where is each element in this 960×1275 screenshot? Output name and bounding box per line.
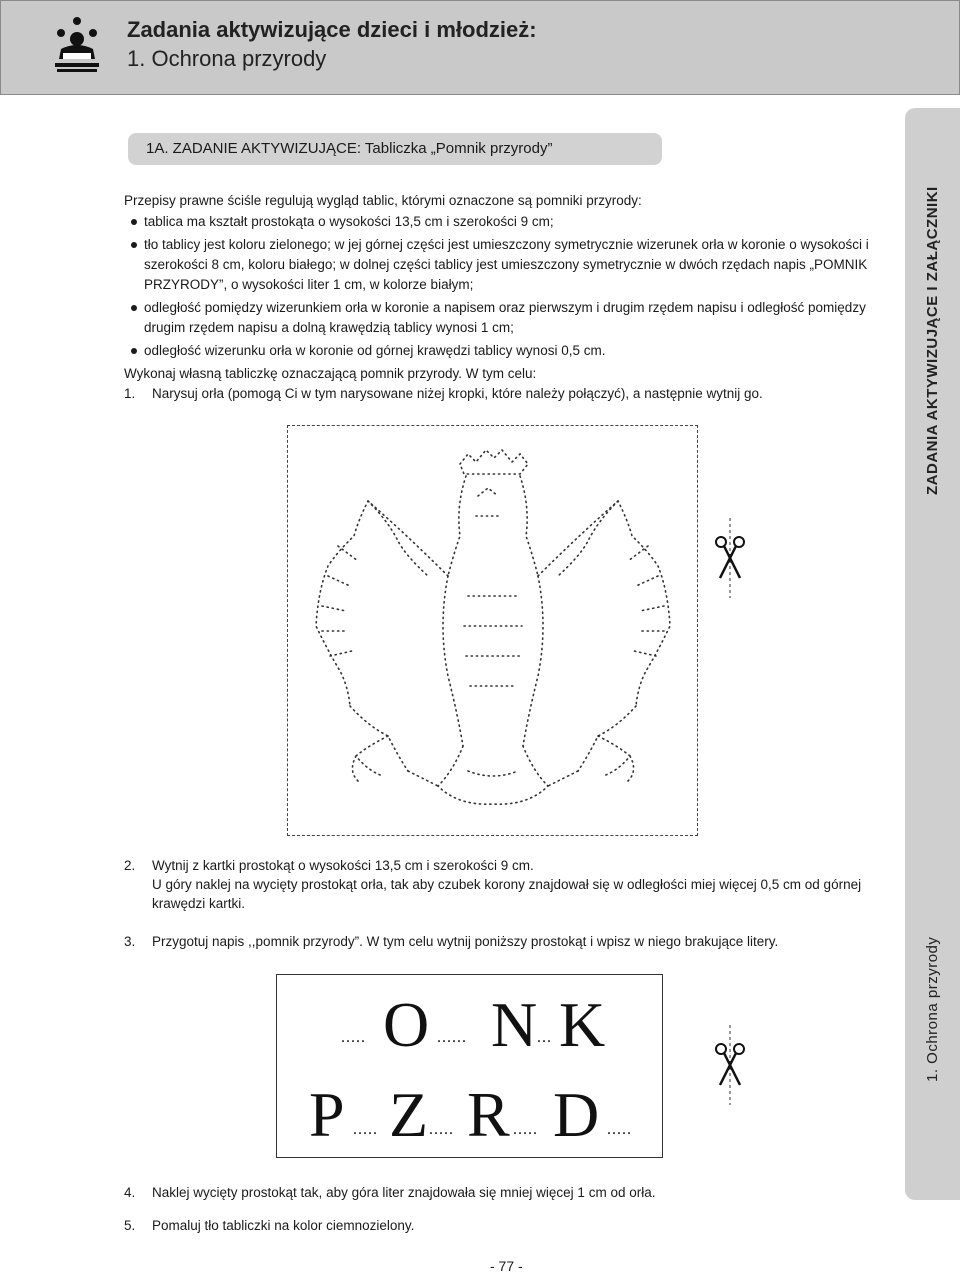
puzzle-letter: R <box>467 1079 510 1150</box>
rules-list <box>124 212 870 364</box>
task-title: 1A. ZADANIE AKTYWIZUJĄCE: Tabliczka „Pomnik przyrody” <box>146 140 553 157</box>
step-1 <box>124 384 884 403</box>
missing-letters: ..... <box>429 1121 454 1138</box>
step-number: 4. <box>124 1185 136 1200</box>
step-5 <box>124 1216 884 1235</box>
dotted-eagle-icon <box>288 426 697 835</box>
task-title-bar <box>128 133 662 165</box>
rule-item: tło tablicy jest koloru zielonego; w jej górnej części jest umieszczony symetrycznie wizerunek orła w koronie o wysokości i szerokości 8 cm, koloru białego; w dolnej części tablicy jest umieszczony symetrycznie w dwóch rzędach napis „POMNIK PRZYRODY”, o wysokości liter 1 cm, w kolorze białym; <box>124 235 870 295</box>
instruction-text: Wykonaj własną tabliczkę oznaczającą pomnik przyrody. W tym celu: <box>124 366 537 381</box>
missing-letters: ... <box>537 1029 552 1046</box>
step-text: Naklej wycięty prostokąt tak, aby góra liter znajdowała się mniej więcej 1 cm od orła. <box>152 1185 656 1200</box>
rule-item: odległość pomiędzy wizerunkiem orła w koronie a napisem oraz pierwszym i drugim rzędem napisu i odległość pomiędzy drugim rzędem napisu a dolną krawędzią tablicy wynosi 1 cm; <box>124 298 870 338</box>
children-activity-icon <box>49 13 105 73</box>
side-tab-label-section: ZADANIA AKTYWIZUJĄCE I ZAŁĄCZNIKI <box>924 186 941 495</box>
step-2 <box>124 856 884 913</box>
step-number: 5. <box>124 1218 136 1233</box>
title-line-1: Zadania aktywizujące dzieci i młodzież: <box>127 17 537 42</box>
missing-letters: ...... <box>437 1029 467 1046</box>
puzzle-letter: N <box>491 989 538 1060</box>
puzzle-letter: K <box>559 989 606 1060</box>
letter-puzzle-box <box>276 974 663 1158</box>
rule-item: tablica ma kształt prostokąta o wysokości 13,5 cm i szerokości 9 cm; <box>124 212 870 232</box>
page-title <box>127 15 537 73</box>
rule-item: odległość wizerunku orła w koronie od górnej krawędzi tablicy wynosi 0,5 cm. <box>124 341 870 361</box>
step-text: Przygotuj napis ,,pomnik przyrody”. W tym celu wytnij poniższy prostokąt i wpisz w niego brakujące litery. <box>152 934 779 949</box>
step-text: Pomaluj tło tabliczki na kolor ciemnozielony. <box>152 1218 415 1233</box>
intro-text: Przepisy prawne ściśle regulują wygląd tablic, którymi oznaczone są pomniki przyrody: <box>124 193 642 208</box>
step-text: Narysuj orła (pomogą Ci w tym narysowane niżej kropki, które należy połączyć), a następnie wytnij go. <box>152 386 763 401</box>
page-number: - 77 - <box>490 1258 523 1274</box>
puzzle-letter: P <box>309 1079 345 1150</box>
eagle-cut-area <box>287 425 698 836</box>
page-header <box>0 0 960 95</box>
scissors-icon <box>713 518 747 598</box>
scissors-icon <box>713 1025 747 1105</box>
missing-letters: ..... <box>353 1121 378 1138</box>
puzzle-letter: D <box>553 1079 600 1150</box>
missing-letters: ..... <box>513 1121 538 1138</box>
title-line-2: 1. Ochrona przyrody <box>127 46 327 71</box>
step-4 <box>124 1183 884 1202</box>
step-3 <box>124 932 884 951</box>
puzzle-letter: Z <box>389 1079 429 1150</box>
step-number: 1. <box>124 386 136 401</box>
missing-letters: ..... <box>607 1121 632 1138</box>
step-text-continued: U góry naklej na wycięty prostokąt orła, tak aby czubek korony znajdował się w odległości miej więcej 0,5 cm od górnej krawędzi kartki. <box>152 877 862 911</box>
step-number: 3. <box>124 934 136 949</box>
missing-letters: ..... <box>341 1029 366 1046</box>
step-text: Wytnij z kartki prostokąt o wysokości 13,5 cm i szerokości 9 cm. <box>152 858 534 873</box>
step-number: 2. <box>124 858 136 873</box>
puzzle-letter: O <box>383 989 430 1060</box>
side-tab-label-topic: 1. Ochrona przyrody <box>924 936 941 1082</box>
